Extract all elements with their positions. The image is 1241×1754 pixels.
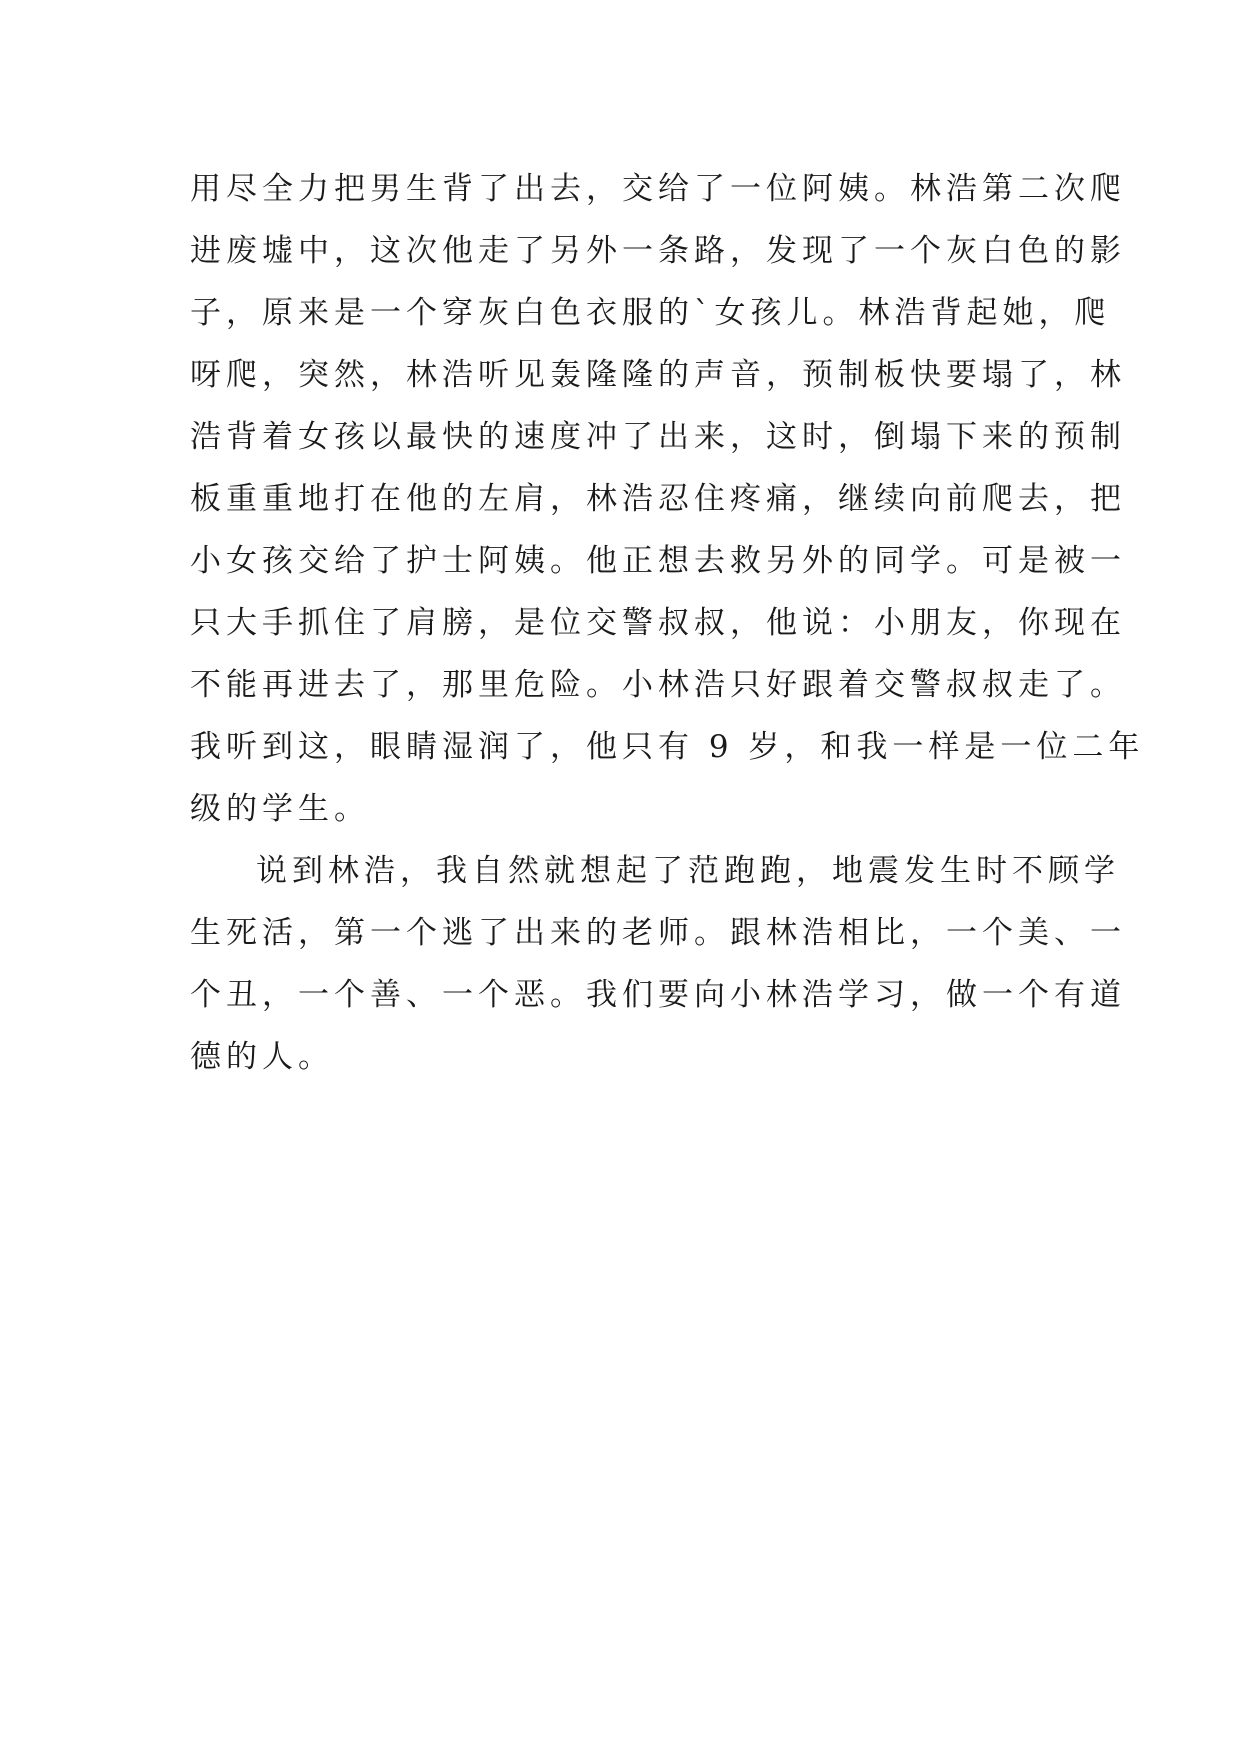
text-line: 级的学生。	[190, 791, 370, 827]
text-line: 德的人。	[190, 1039, 334, 1075]
text-line: 板重重地打在他的左肩，林浩忍住疼痛，继续向前爬去，把	[190, 481, 1126, 517]
paragraph-start-line: 说到林浩，我自然就想起了范跑跑，地震发生时不顾学	[256, 853, 1120, 889]
text-line: 进废墟中，这次他走了另外一条路，发现了一个灰白色的影	[190, 233, 1126, 269]
text-line: 个丑，一个善、一个恶。我们要向小林浩学习，做一个有道	[190, 977, 1126, 1013]
text-line: 用尽全力把男生背了出去，交给了一位阿姨。林浩第二次爬	[190, 171, 1126, 207]
body-text	[190, 158, 1145, 1088]
text-line: 不能再进去了，那里危险。小林浩只好跟着交警叔叔走了。	[190, 667, 1126, 703]
text-line: 小女孩交给了护士阿姨。他正想去救另外的同学。可是被一	[190, 543, 1126, 579]
text-line: 我听到这，眼睛湿润了，他只有 9 岁，和我一样是一位二年	[190, 729, 1145, 765]
text-line: 只大手抓住了肩膀，是位交警叔叔，他说：小朋友，你现在	[190, 605, 1126, 641]
text-line: 生死活，第一个逃了出来的老师。跟林浩相比，一个美、一	[190, 915, 1126, 951]
text-line: 呀爬，突然，林浩听见轰隆隆的声音，预制板快要塌了，林	[190, 357, 1126, 393]
text-line: 浩背着女孩以最快的速度冲了出来，这时，倒塌下来的预制	[190, 419, 1126, 455]
text-line: 子，原来是一个穿灰白色衣服的`女孩儿。林浩背起她，爬	[190, 295, 1111, 331]
